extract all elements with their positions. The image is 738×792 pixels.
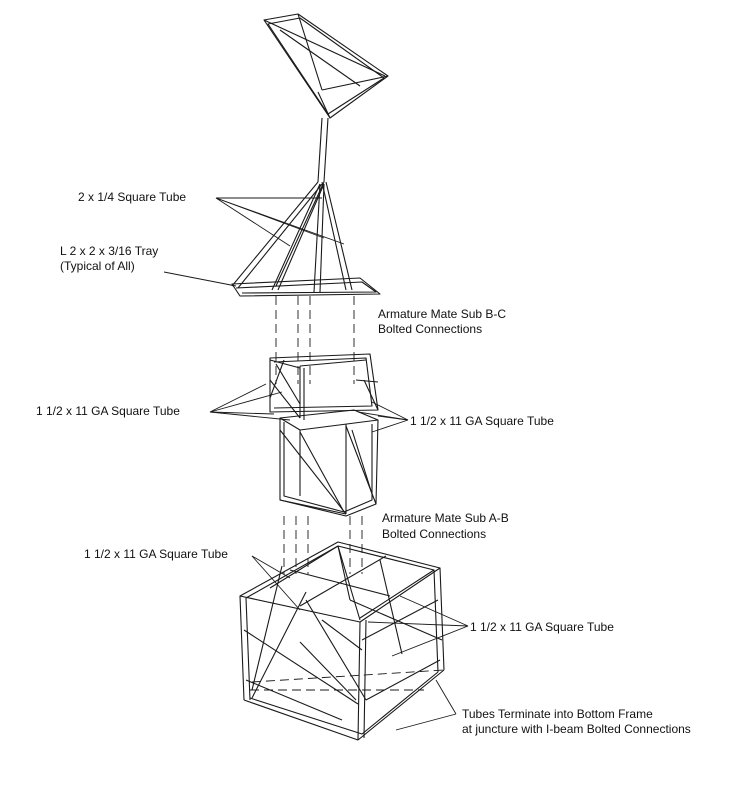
label-mid-left-tube: 1 1/2 x 11 GA Square Tube [36, 404, 180, 418]
middle-armature-frame [270, 354, 378, 516]
bottom-armature-frame [240, 542, 444, 740]
label-terminate-note: at juncture with I-beam Bolted Connections [462, 722, 691, 736]
label-bottom-left-tube: 1 1/2 x 11 GA Square Tube [84, 547, 228, 561]
label-tray-note: (Typical of All) [60, 259, 135, 273]
label-mid-right-tube: 1 1/2 x 11 GA Square Tube [410, 414, 554, 428]
label-mate-bc: Armature Mate Sub B-C [378, 307, 507, 321]
top-armature-frame [232, 14, 388, 296]
label-mate-ab-note: Bolted Connections [382, 527, 487, 541]
mate-lines-bc [276, 296, 354, 384]
leader-lines [164, 198, 468, 730]
label-mate-bc-note: Bolted Connections [378, 322, 483, 336]
label-square-tube-top: 2 x 1/4 Square Tube [78, 190, 187, 204]
label-terminate: Tubes Terminate into Bottom Frame [462, 707, 653, 721]
label-tray: L 2 x 2 x 3/16 Tray [60, 244, 159, 258]
label-mate-ab: Armature Mate Sub A-B [382, 511, 509, 525]
label-bottom-right-tube: 1 1/2 x 11 GA Square Tube [470, 620, 614, 634]
